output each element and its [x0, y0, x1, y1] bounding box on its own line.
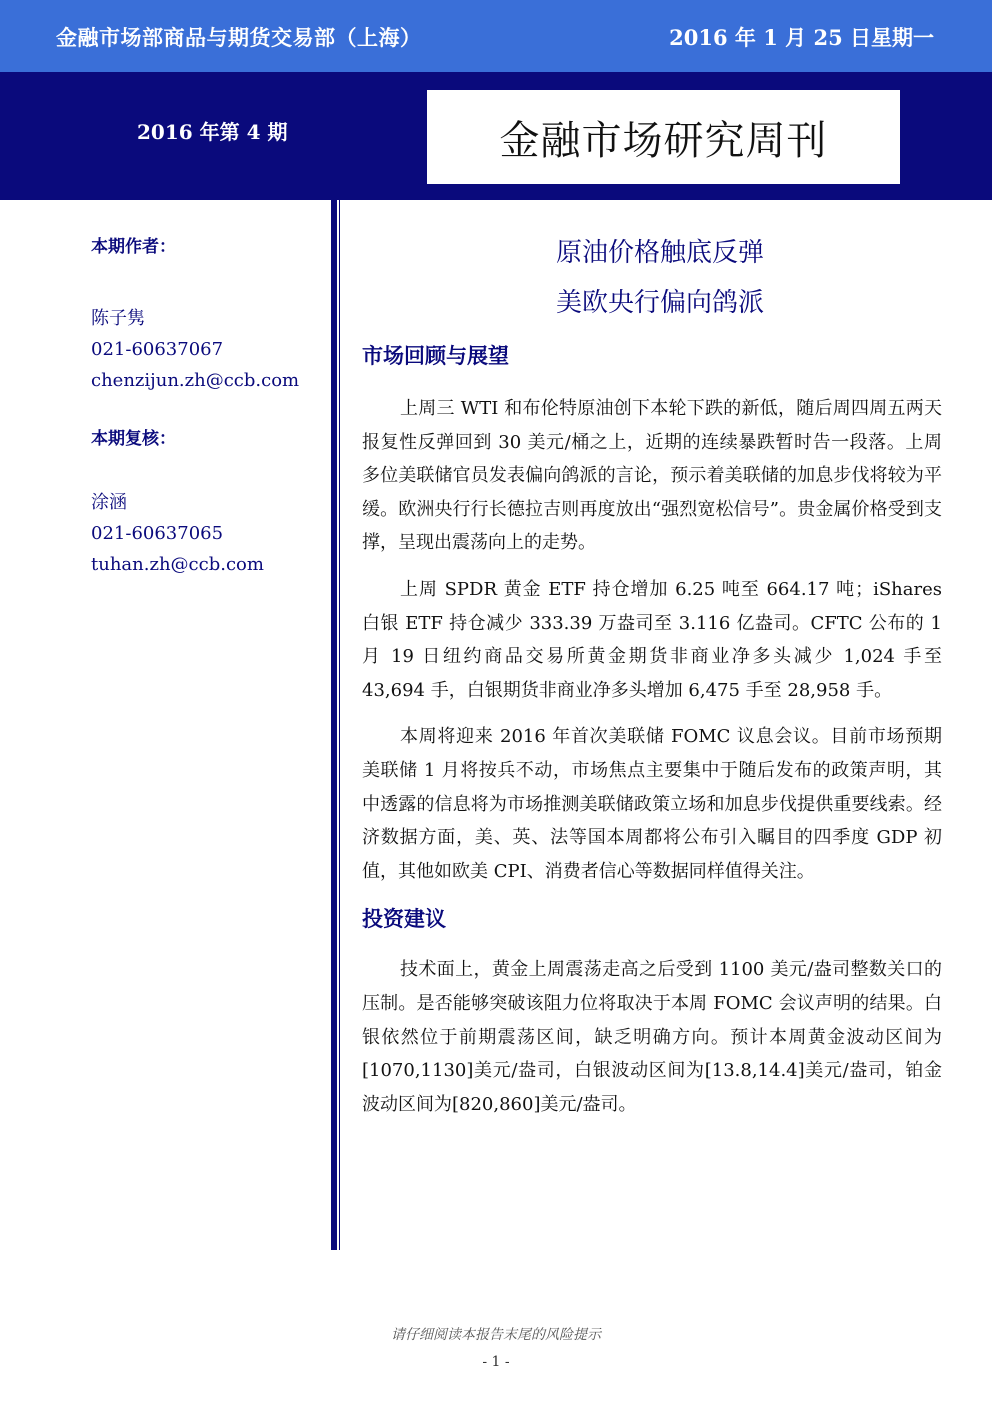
publication-title: 金融市场研究周刊 — [499, 117, 828, 164]
author-label: 本期作者： — [91, 237, 176, 257]
headline-line-1: 原油价格触底反弹 — [555, 238, 764, 268]
page-number: - 1 - — [482, 1354, 510, 1370]
publication-title-box — [427, 90, 900, 184]
section-title-market-review: 市场回顾与展望 — [362, 344, 509, 368]
issue-number: 2016 年第 4 期 — [137, 120, 288, 144]
author-phone: 021-60637067 — [91, 339, 224, 360]
department-name: 金融市场部商品与期货交易部（上海） — [56, 25, 422, 50]
author-sidebar — [91, 232, 321, 580]
top-header-bar — [0, 0, 992, 72]
headline-line-2: 美欧央行偏向鸽派 — [555, 288, 764, 318]
paragraph: 技术面上，黄金上周震荡走高之后受到 1100 美元/盎司整数关口的压制。是否能够突破该阻力位将取决于本周 FOMC 会议声明的结果。白银依然位于前期震荡区间，缺乏明确方向。预计本周黄金波动区间为[1070,1130]美元/盎司，白银波动区间为[13.8,14.4]美元/盎司，铂金波动区间为[820,860]美元/盎司。 — [362, 959, 942, 1115]
publication-date: 2016 年 1 月 25 日星期一 — [669, 25, 934, 50]
reviewer-label: 本期复核： — [91, 429, 176, 449]
author-email[interactable]: chenzijun.zh@ccb.com — [91, 370, 300, 391]
paragraph: 上周 SPDR 黄金 ETF 持仓增加 6.25 吨至 664.17 吨；iShares 白银 ETF 持仓减少 333.39 万盎司至 3.116 亿盎司。CFTC 公布的 1 月 19 日纽约商品交易所黄金期货非商业净多头减少 1,024 手至 43,694 手，白银期货非商业净多头增加 6,475 手至 28,958 手。 — [362, 578, 942, 701]
reviewer-name: 涂涵 — [91, 492, 127, 513]
reviewer-email[interactable]: tuhan.zh@ccb.com — [91, 554, 264, 575]
reviewer-phone: 021-60637065 — [91, 523, 224, 544]
risk-disclaimer-note: 请仔细阅读本报告末尾的风险提示 — [391, 1327, 601, 1343]
article-body — [362, 228, 942, 1121]
paragraph: 本周将迎来 2016 年首次美联储 FOMC 议息会议。目前市场预期美联储 1 月将按兵不动，市场焦点主要集中于随后发布的政策声明，其中透露的信息将为市场推测美联储政策立场和加息步伐提供重要线索。经济数据方面，美、英、法等国本周都将公布引入瞩目的四季度 GDP 初值，其他如欧美 CPI、消费者信心等数据同样值得关注。 — [362, 726, 942, 882]
column-divider — [331, 200, 337, 1250]
section-title-investment-advice: 投资建议 — [362, 907, 446, 932]
paragraph: 上周三 WTI 和布伦特原油创下本轮下跌的新低，随后周四周五两天报复性反弹回到 30 美元/桶之上，近期的连续暴跌暂时告一段落。上周多位美联储官员发表偏向鸽派的言论，预示着美联储的加息步伐将较为平缓。欧洲央行行长德拉吉则再度放出“强烈宽松信号”。贵金属价格受到支撑，呈现出震荡向上的走势。 — [362, 398, 942, 554]
author-name: 陈子隽 — [91, 308, 145, 329]
